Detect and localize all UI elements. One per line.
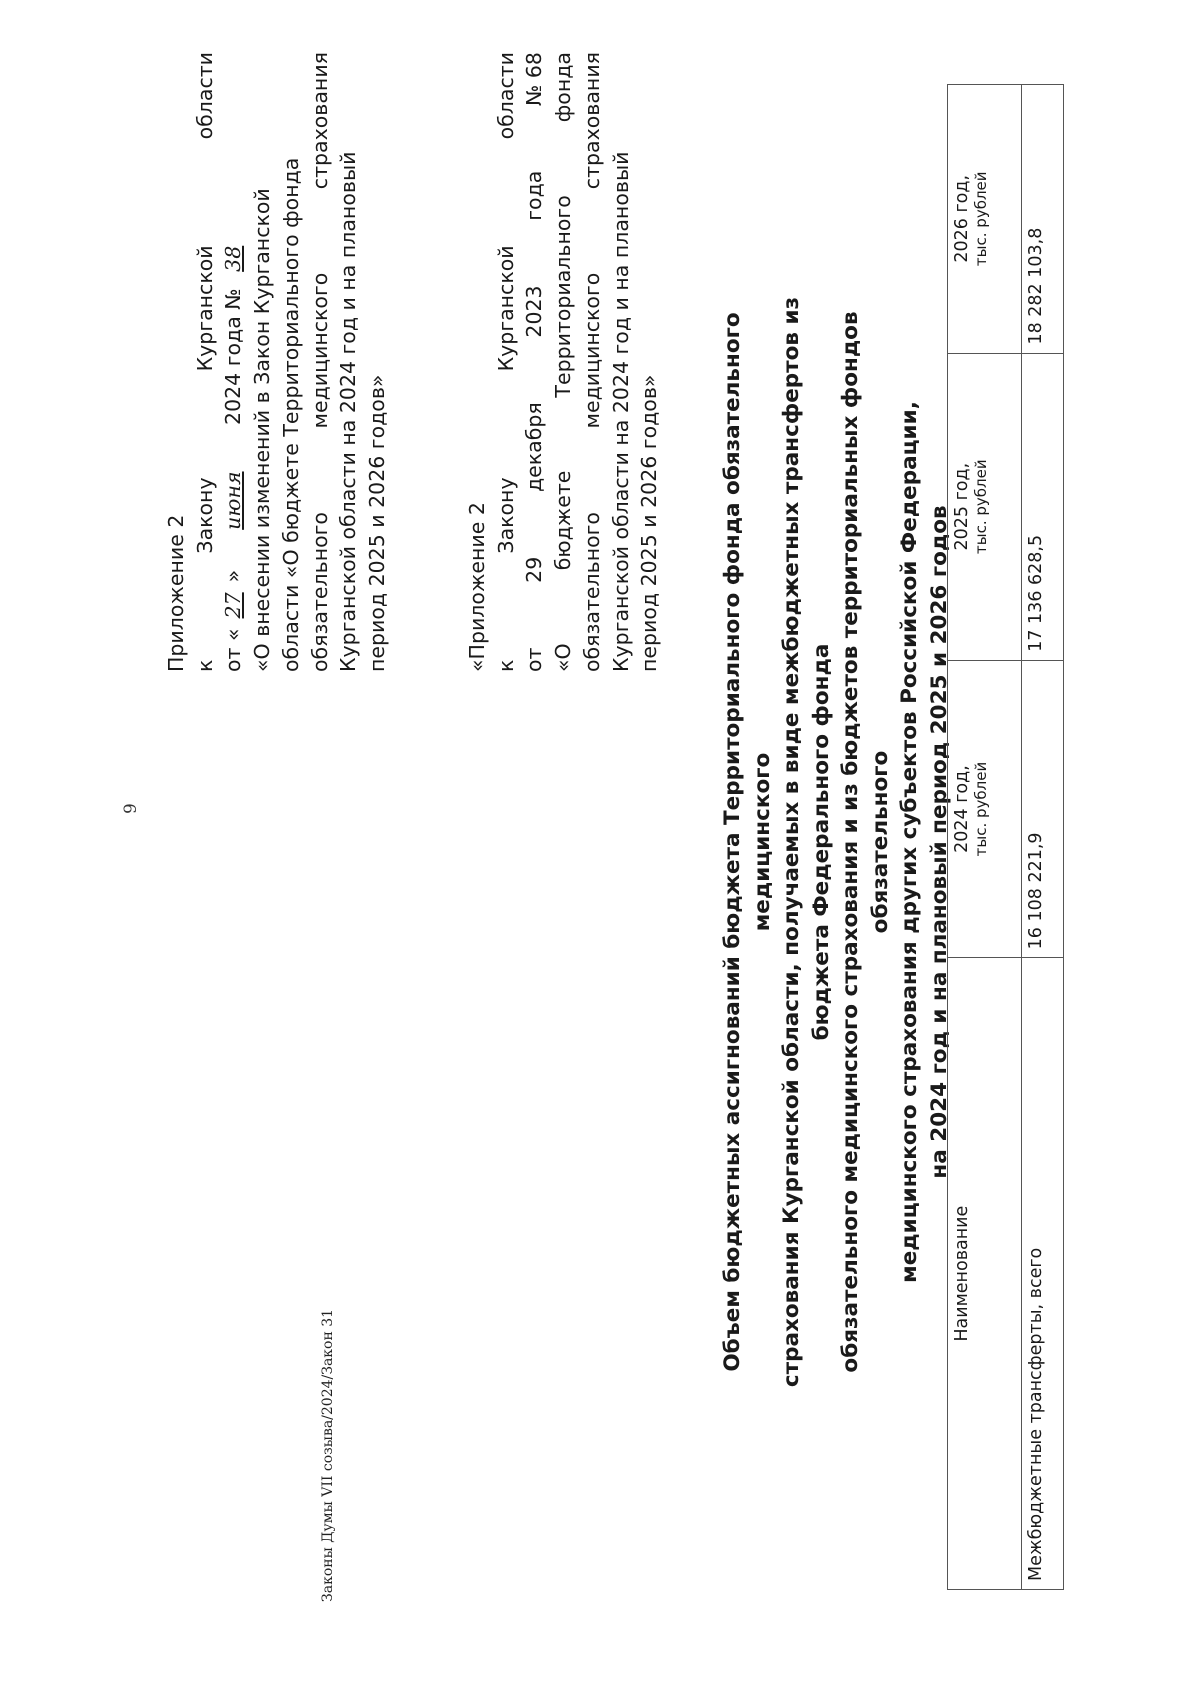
- handwritten-number: 38: [221, 245, 246, 272]
- document-title: Объем бюджетных ассигнований бюджета Территориального фонда обязательного медицинского страхования Курганской области, получаемых в виде межбюджетных трансфертов из бюджета Федерального фонда обязательного медицинского страхования и из бюджетов территориальных фондов обязательного медицинского страхования других субъектов Российской Федерации, на 2024 год и на плановый период 2025 и 2026 годов: [720, 296, 952, 1388]
- cell-name: Межбюджетные трансферты, всего: [1022, 958, 1064, 1590]
- header-name: Наименование: [948, 958, 1022, 1590]
- handwritten-month: июня: [221, 471, 246, 530]
- appendix-date-line: от 29 декабря 2023 года № 68: [522, 52, 547, 672]
- appendix-block-amending-law: Приложение 2 к Закону Курганской области от «27»июня 2024 года № 38 «О внесении изменений в Закон Курганской области «О бюджете Территориального фонда обязательного медицинского страхования Курганской области на 2024 год и на плановый период 2025 и 2026 годов»: [164, 52, 389, 672]
- header-2026: 2026 год, тыс. рублей: [948, 85, 1022, 354]
- table-row: [1022, 85, 1064, 1590]
- appendix-heading: Приложение 2: [164, 514, 188, 672]
- appendix-block-original-law: «Приложение 2 к Закону Курганской области от 29 декабря 2023 года № 68 «О бюджете Территориального фонда обязательного медицинского страхования Курганской области на 2024 год и на плановый период 2025 и 2026 годов»: [465, 52, 662, 672]
- appendix-date-line: от «27»июня 2024 года № 38: [219, 52, 248, 672]
- allocations-table: [947, 84, 1064, 1590]
- header-2025: 2025 год, тыс. рублей: [948, 353, 1022, 660]
- footer-reference: Законы Думы VII созыва/2024/Закон 31: [320, 1308, 336, 1602]
- page-number: 9: [121, 803, 141, 814]
- table-header-row: [948, 85, 1022, 1590]
- appendix-heading: «Приложение 2: [465, 502, 489, 672]
- handwritten-day: 27: [221, 592, 246, 619]
- cell-2026: 18 282 103,8: [1022, 85, 1064, 354]
- cell-2025: 17 136 628,5: [1022, 353, 1064, 660]
- cell-2024: 16 108 221,9: [1022, 660, 1064, 958]
- header-2024: 2024 год, тыс. рублей: [948, 660, 1022, 958]
- appendix-law-ref: к Закону Курганской области: [192, 52, 217, 672]
